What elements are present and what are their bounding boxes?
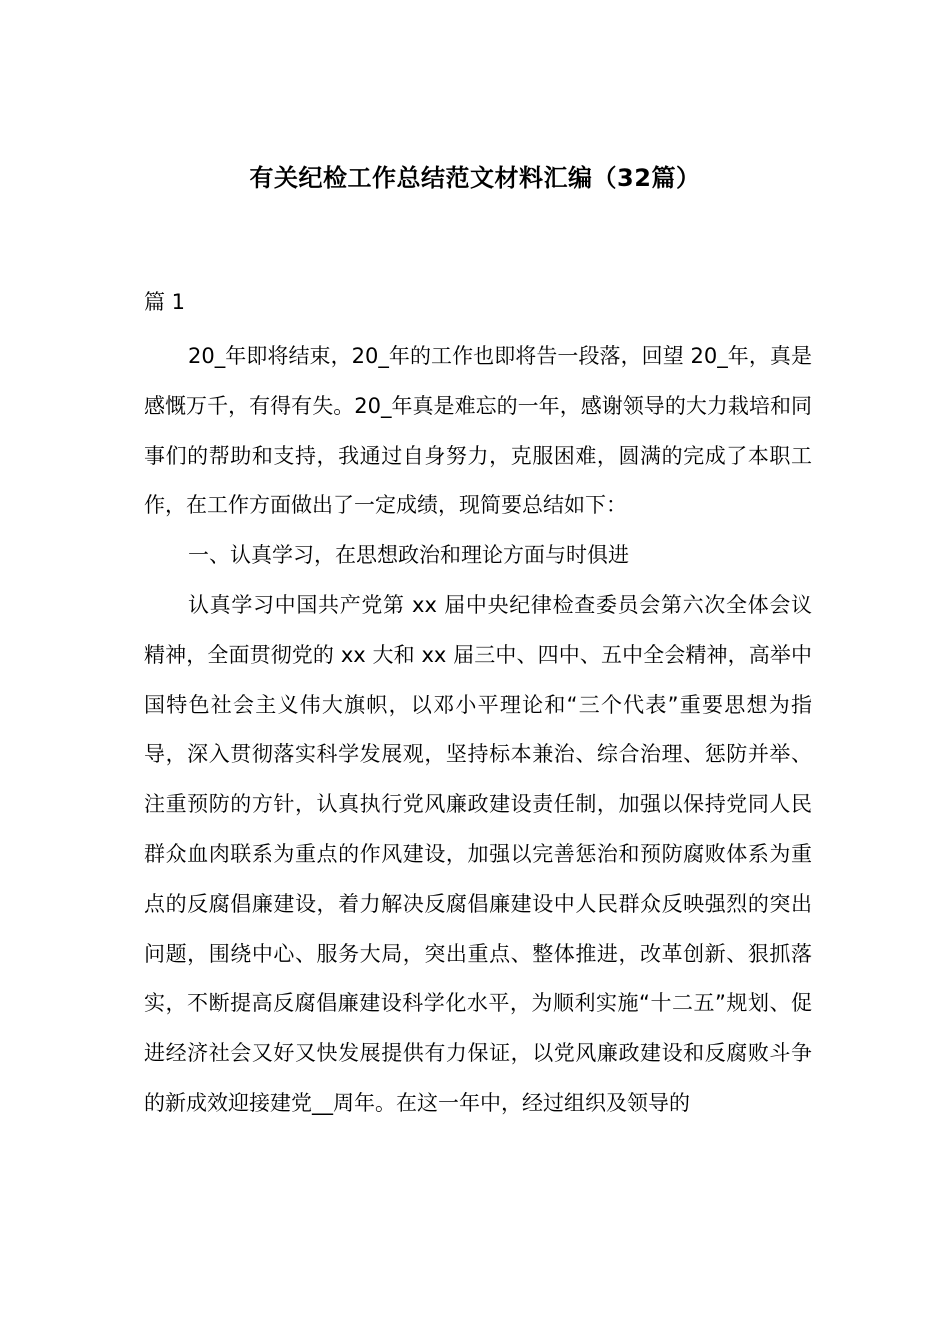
document-title: 有关纪检工作总结范文材料汇编（32篇）	[249, 164, 701, 192]
document-body	[144, 332, 812, 1129]
paragraph-heading-1: 一、认真学习，在思想政治和理论方面与时俱进	[188, 543, 629, 568]
paragraph-study: 认真学习中国共产党第 xx 届中央纪律检查委员会第六次全体会议精神，全面贯彻党的 xx 大和 xx 届三中、四中、五中全会精神，高举中国特色社会主义伟大旗帜，以邓小平理论和“三个代表”重要思想为指导，深入贯彻落实科学发展观，坚持标本兼治、综合治理、惩防并举、注重预防的方针，认真执行党风廉政建设责任制，加强以保持党同人民群众血肉联系为重点的作风建设，加强以完善惩治和预防腐败体系为重点的反腐倡廉建设，着力解决反腐倡廉建设中人民群众反映强烈的突出问题，围绕中心、服务大局，突出重点、整体推进，改革创新、狠抓落实，不断提高反腐倡廉建设科学化水平，为顺利实施“十二五”规划、促进经济社会又好又快发展提供有力保证，以党风廉政建设和反腐败斗争的新成效迎接建党__周年。在这一年中，经过组织及领导的	[144, 592, 812, 1115]
section-label: 篇 1	[144, 290, 186, 314]
paragraph-intro: 20_年即将结束，20_年的工作也即将告一段落，回望 20_年，真是感慨万千，有得有失。20_年真是难忘的一年，感谢领导的大力栽培和同事们的帮助和支持，我通过自身努力，克服困难，圆满的完成了本职工作，在工作方面做出了一定成绩，现简要总结如下：	[144, 344, 812, 518]
